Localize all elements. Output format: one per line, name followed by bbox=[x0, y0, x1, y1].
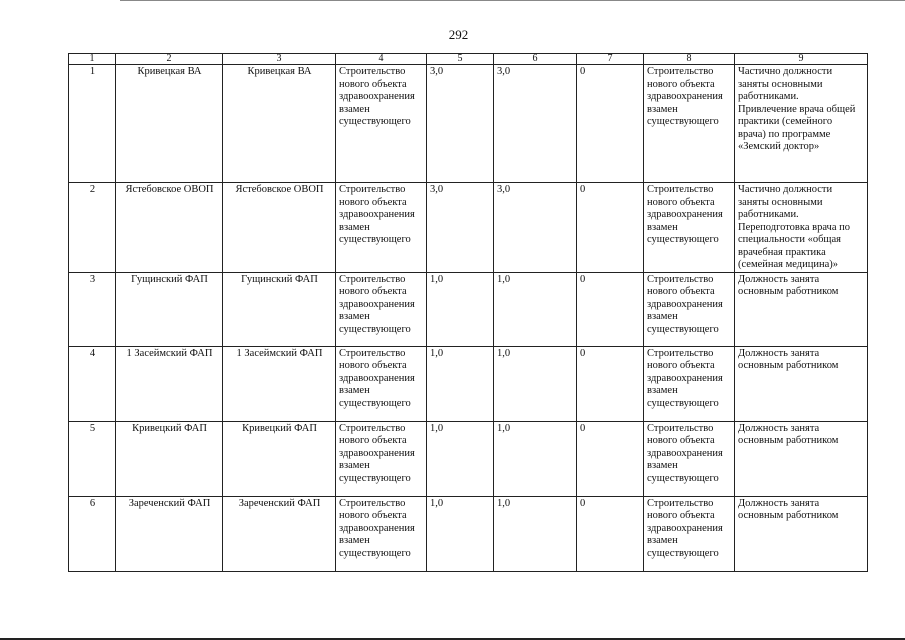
row-number: 1 bbox=[69, 65, 116, 183]
facility-name: Зареченский ФАП bbox=[116, 496, 223, 571]
facility-name-2: 1 Засеймский ФАП bbox=[223, 346, 336, 421]
column-header: 4 bbox=[336, 54, 427, 65]
value-col6: 1,0 bbox=[494, 421, 577, 496]
value-col7: 0 bbox=[577, 183, 644, 273]
value-col5: 3,0 bbox=[427, 65, 494, 183]
planned-action: Строительство нового объекта здравоохранения взамен существующего bbox=[336, 65, 427, 183]
value-col6: 1,0 bbox=[494, 272, 577, 346]
page-number: 292 bbox=[448, 27, 469, 42]
value-col6: 3,0 bbox=[494, 65, 577, 183]
facility-name: Гущинский ФАП bbox=[116, 272, 223, 346]
planned-action: Строительство нового объекта здравоохранения взамен существующего bbox=[336, 496, 427, 571]
table-row bbox=[69, 183, 868, 273]
column-header: 1 bbox=[69, 54, 116, 65]
planned-action-2: Строительство нового объекта здравоохранения взамен существующего bbox=[644, 272, 735, 346]
facility-name: Кривецкий ФАП bbox=[116, 421, 223, 496]
staffing-note: Частично должности заняты основными работниками. Привлечение врача общей практики (семейного врача) по программе «Земский доктор» bbox=[735, 65, 868, 183]
facility-name-2: Гущинский ФАП bbox=[223, 272, 336, 346]
planned-action: Строительство нового объекта здравоохранения взамен существующего bbox=[336, 272, 427, 346]
planned-action-2: Строительство нового объекта здравоохранения взамен существующего bbox=[644, 346, 735, 421]
row-number: 3 bbox=[69, 272, 116, 346]
staffing-note: Должность занята основным работником bbox=[735, 421, 868, 496]
facilities-table bbox=[68, 53, 868, 572]
value-col7: 0 bbox=[577, 272, 644, 346]
column-header: 2 bbox=[116, 54, 223, 65]
column-header: 7 bbox=[577, 54, 644, 65]
value-col5: 1,0 bbox=[427, 346, 494, 421]
table-row bbox=[69, 496, 868, 571]
column-header: 9 bbox=[735, 54, 868, 65]
scan-top-edge bbox=[120, 0, 905, 1]
planned-action: Строительство нового объекта здравоохранения взамен существующего bbox=[336, 346, 427, 421]
planned-action-2: Строительство нового объекта здравоохранения взамен существующего bbox=[644, 65, 735, 183]
value-col5: 1,0 bbox=[427, 421, 494, 496]
column-header: 8 bbox=[644, 54, 735, 65]
value-col7: 0 bbox=[577, 421, 644, 496]
facility-name: Ястебовское ОВОП bbox=[116, 183, 223, 273]
staffing-note: Должность занята основным работником bbox=[735, 272, 868, 346]
staffing-note: Должность занята основным работником bbox=[735, 496, 868, 571]
value-col5: 1,0 bbox=[427, 496, 494, 571]
planned-action: Строительство нового объекта здравоохранения взамен существующего bbox=[336, 183, 427, 273]
planned-action: Строительство нового объекта здравоохранения взамен существующего bbox=[336, 421, 427, 496]
planned-action-2: Строительство нового объекта здравоохранения взамен существующего bbox=[644, 183, 735, 273]
column-header: 6 bbox=[494, 54, 577, 65]
column-header: 5 bbox=[427, 54, 494, 65]
row-number: 2 bbox=[69, 183, 116, 273]
staffing-note: Частично должности заняты основными работниками. Переподготовка врача по специальности «общая врачебная практика (семейная медицина)» bbox=[735, 183, 868, 273]
facility-name-2: Ястебовское ОВОП bbox=[223, 183, 336, 273]
facility-name: Кривецкая ВА bbox=[116, 65, 223, 183]
planned-action-2: Строительство нового объекта здравоохранения взамен существующего bbox=[644, 421, 735, 496]
value-col7: 0 bbox=[577, 65, 644, 183]
value-col7: 0 bbox=[577, 496, 644, 571]
value-col5: 1,0 bbox=[427, 272, 494, 346]
planned-action-2: Строительство нового объекта здравоохранения взамен существующего bbox=[644, 496, 735, 571]
table-row bbox=[69, 346, 868, 421]
value-col5: 3,0 bbox=[427, 183, 494, 273]
facility-name-2: Зареченский ФАП bbox=[223, 496, 336, 571]
value-col7: 0 bbox=[577, 346, 644, 421]
column-header: 3 bbox=[223, 54, 336, 65]
row-number: 5 bbox=[69, 421, 116, 496]
facility-name-2: Кривецкая ВА bbox=[223, 65, 336, 183]
table-row bbox=[69, 272, 868, 346]
table-row bbox=[69, 65, 868, 183]
row-number: 4 bbox=[69, 346, 116, 421]
value-col6: 1,0 bbox=[494, 346, 577, 421]
table-row bbox=[69, 421, 868, 496]
value-col6: 3,0 bbox=[494, 183, 577, 273]
facility-name: 1 Засеймский ФАП bbox=[116, 346, 223, 421]
staffing-note: Должность занята основным работником bbox=[735, 346, 868, 421]
value-col6: 1,0 bbox=[494, 496, 577, 571]
table-header-row bbox=[69, 54, 868, 65]
row-number: 6 bbox=[69, 496, 116, 571]
facility-name-2: Кривецкий ФАП bbox=[223, 421, 336, 496]
